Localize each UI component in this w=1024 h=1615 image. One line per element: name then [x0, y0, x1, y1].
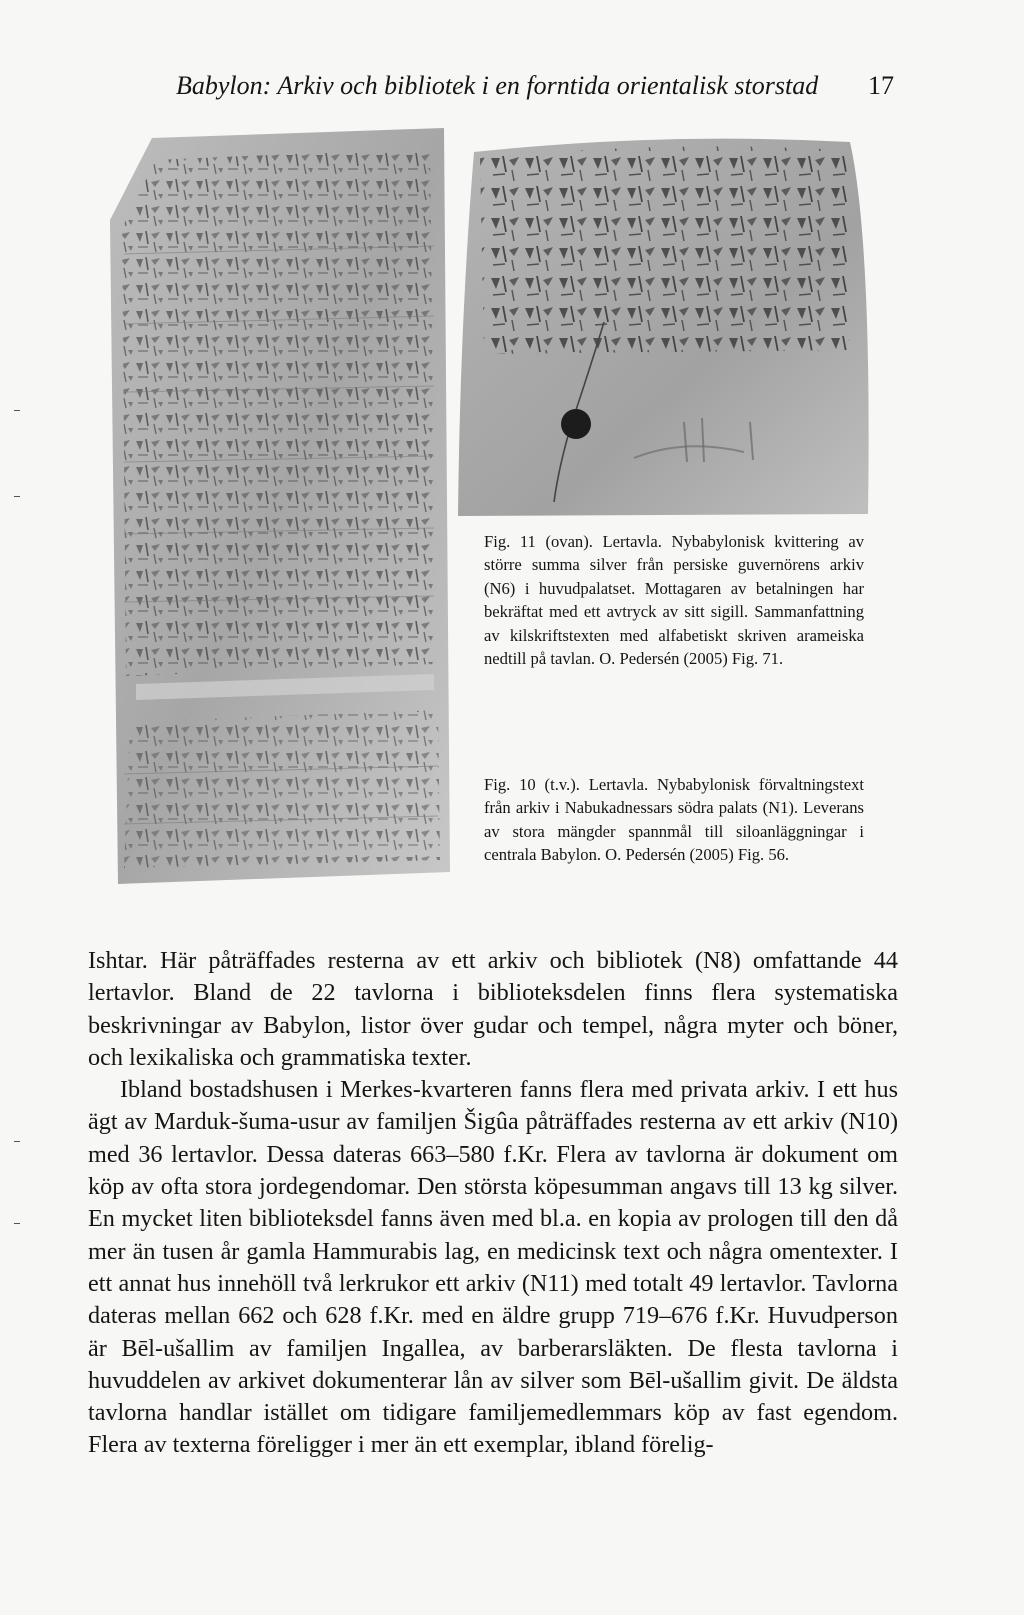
- margin-mark: [14, 1223, 20, 1224]
- running-head: [176, 68, 894, 104]
- body-text: [88, 945, 898, 1462]
- page-number: 17: [868, 71, 894, 100]
- tablet-illustration: [454, 122, 874, 520]
- running-title: Babylon: Arkiv och bibliotek i en forntida orientalisk storstad: [176, 71, 819, 100]
- margin-mark: [14, 496, 20, 497]
- clay-tablet-photo-fig10: [104, 124, 452, 886]
- figure-11-caption: [484, 530, 864, 670]
- figure-10-caption: [484, 773, 864, 867]
- margin-mark: [14, 1141, 20, 1142]
- body-paragraph-1: Ishtar. Här påträffades resterna av ett arkiv och bibliotek (N8) omfattande 44 lertavlor. Bland de 22 tavlorna i biblioteksdelen finns flera systematiska beskrivningar av Babylon, listor över gudar och tempel, några myter och böner, och lexikaliska och grammatiska texter.: [88, 947, 898, 1071]
- margin-mark: [14, 410, 20, 411]
- body-paragraph-2: Ibland bostadshusen i Merkes-kvarteren fanns flera med privata arkiv. I ett hus ägt av Marduk-šuma-usur av familjen Šigûa påträffades resterna av ett arkiv (N10) med 36 lertavlor. Dessa dateras 663–580 f.Kr. Flera av tavlorna är dokument om köp av ofta stora jordegendomar. Den största köpesumman angavs till 13 kg silver. En mycket liten biblioteksdel fanns även med bl.a. en kopia av prologen till den då mer än tusen år gamla Hammurabis lag, en medicinsk text och några omentexter. I ett annat hus innehöll två lerkrukor ett arkiv (N11) med totalt 49 lertavlor. Tavlorna dateras mellan 662 och 628 f.Kr. med en äldre grupp 719–676 f.Kr. Huvudperson är Bēl-ušallim av familjen Ingallea, av barberarsläkten. De flesta tavlorna i huvuddelen av arkivet dokumenterar lån av silver som Bēl-ušallim givit. De äldsta tavlorna handlar istället om tidigare familjemedlemmars köp av fast egendom. Flera av texterna föreligger i mer än ett exemplar, ibland förelig-: [88, 1076, 898, 1459]
- clay-tablet-photo-fig11: [454, 122, 874, 520]
- figure-10-caption-text: Fig. 10 (t.v.). Lertavla. Nybabylonisk förvaltningstext från arkiv i Nabukadnessars södra palats (N1). Leverans av stora mängder spannmål till siloanläggningar i centrala Babylon. O. Pedersén (2005) Fig. 56.: [484, 775, 864, 865]
- tablet-illustration: [104, 124, 452, 886]
- figure-11-caption-text: Fig. 11 (ovan). Lertavla. Nybabylonisk kvittering av större summa silver från persiske guvernörens arkiv (N6) i huvudpalatset. Mottagaren av betalningen har bekräftat med ett avtryck av sitt sigill. Sammanfattning av kilskriftstexten med alfabetiskt skriven arameiska nedtill på tavlan. O. Pedersén (2005) Fig. 71.: [484, 532, 864, 669]
- margin-marks: [0, 0, 30, 1615]
